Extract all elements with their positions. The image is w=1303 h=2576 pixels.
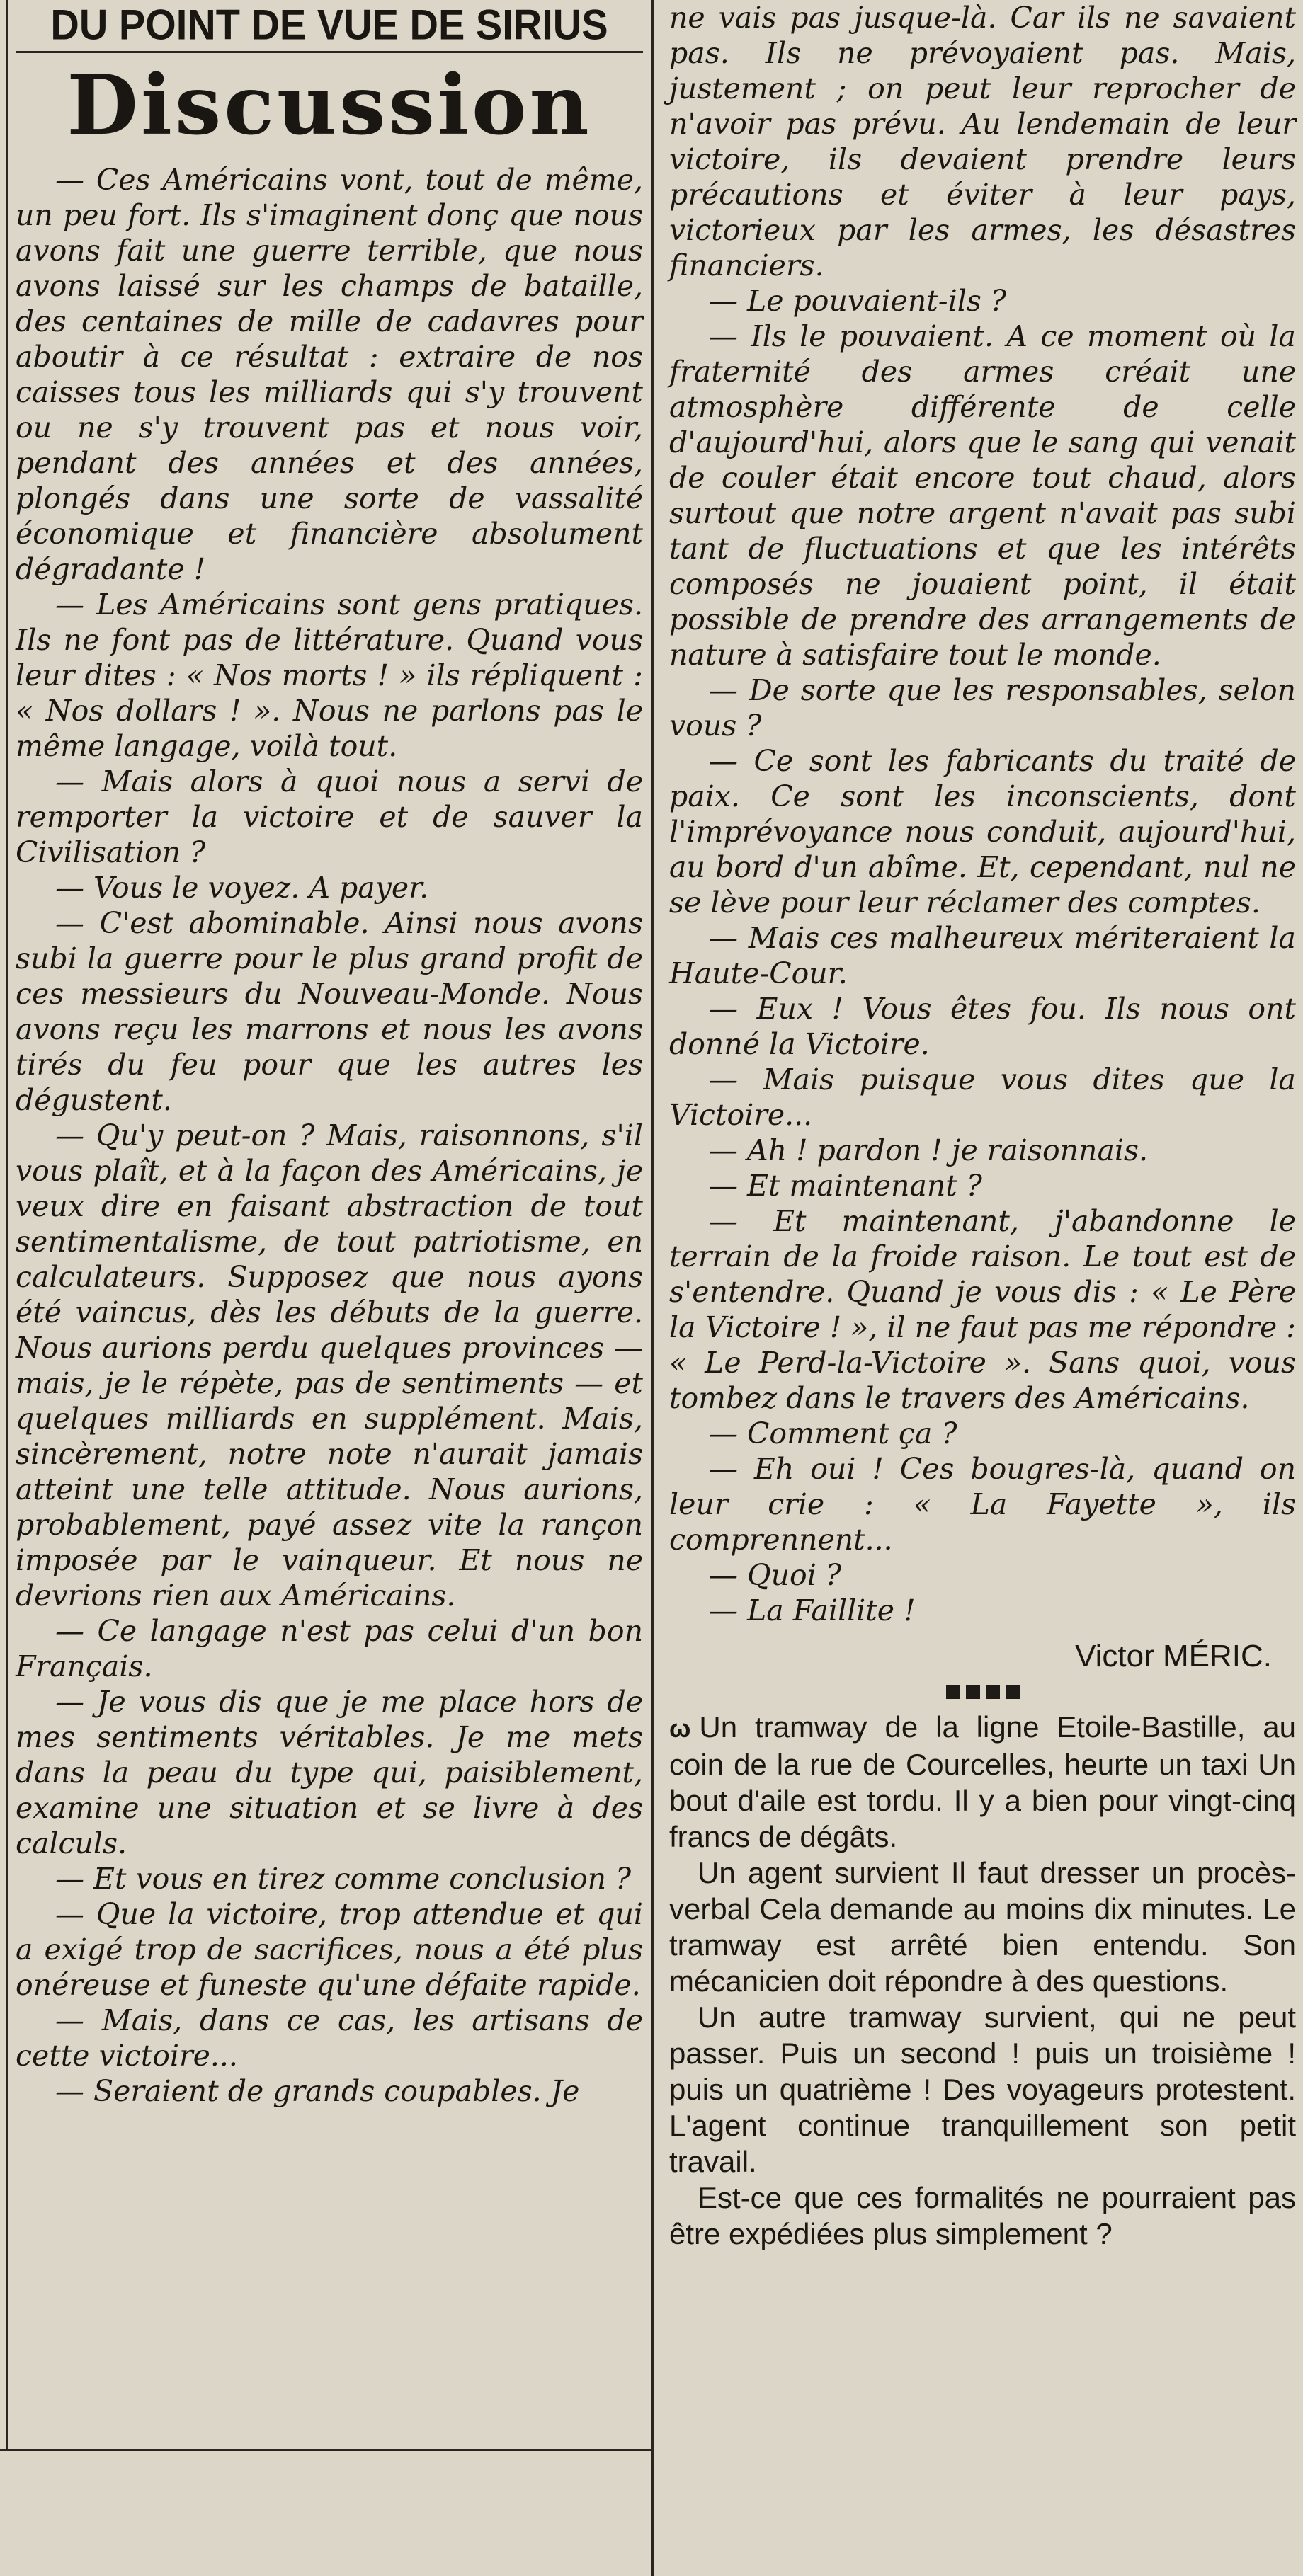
article-title: Discussion [67, 57, 592, 154]
dialogue-paragraph: — Comment ça ? [709, 1416, 957, 1450]
dialogue-paragraph: — Seraient de grands coupables. Je [55, 2074, 580, 2108]
dialogue-paragraph: — Vous le voyez. A payer. [55, 871, 429, 905]
ornament-icon: ω [669, 1714, 691, 1743]
dialogue-paragraph: — Ce langage n'est pas celui d'un bon Français. [16, 1614, 643, 1683]
dialogue-paragraph: — La Faillite ! [709, 1593, 916, 1627]
author-signature: Victor MÉRIC. [1075, 1639, 1272, 1673]
dialogue-paragraph: ne vais pas jusque-là. Car ils ne savaient pas. Ils ne prévoyaient pas. Mais, justement ; on peut leur reprocher de n'avoir pas prévu. Au lendemain de leur victoire, ils devaient prendre leurs précautions et éviter à leur pays, victorieux par les armes, les désastres financiers. [669, 1, 1296, 282]
dialogue-paragraph: — Quoi ? [709, 1558, 841, 1592]
rubric-divider [16, 51, 643, 53]
column-rule-left [6, 0, 8, 2449]
news-item-paragraph [669, 1709, 1296, 1855]
dialogue-paragraph: — Mais, dans ce cas, les artisans de cette victoire... [16, 2003, 643, 2073]
dialogue-paragraph: — Mais alors à quoi nous a servi de remporter la victoire et de sauver la Civilisation ? [16, 765, 643, 869]
separator-block-icon [986, 1685, 1000, 1699]
rubric-heading: DU POINT DE VUE DE SIRIUS [50, 0, 608, 49]
column-rule-bottom [0, 2449, 653, 2451]
dialogue-paragraph: — Les Américains sont gens pratiques. Ils ne font pas de littérature. Quand vous leur dites : « Nos morts ! » ils répliquent : « Nos dollars ! ». Nous ne parlons pas le même langage, voilà tout. [16, 588, 643, 763]
section-separator [669, 1685, 1296, 1699]
dialogue-paragraph: — Ce sont les fabricants du traité de paix. Ce sont les inconscients, dont l'imprévoyance nous conduit, aujourd'hui, au bord d'un abîme. Et, cependant, nul ne se lève pour leur réclamer des comptes. [669, 744, 1296, 920]
news-item-paragraph: Un agent survient Il faut dresser un procès-verbal Cela demande au moins dix minutes. Le tramway est arrêté bien entendu. Son mécanicien doit répondre à des questions. [669, 1856, 1296, 1998]
left-column [16, 0, 643, 2109]
dialogue-paragraph: — Que la victoire, trop attendue et qui a exigé trop de sacrifices, nous a été plus onéreuse et funeste qu'une défaite rapide. [16, 1897, 643, 2002]
dialogue-paragraph: — Je vous dis que je me place hors de mes sentiments véritables. Je me mets dans la peau du type qui, paisiblement, examine une situation et se livre à des calculs. [16, 1685, 643, 1860]
dialogue-paragraph: — Ah ! pardon ! je raisonnais. [709, 1133, 1149, 1167]
separator-block-icon [1006, 1685, 1020, 1699]
news-item-paragraph: Est-ce que ces formalités ne pourraient pas être expédiées plus simplement ? [669, 2181, 1296, 2250]
dialogue-paragraph: — Et maintenant, j'abandonne le terrain de la froide raison. Le tout est de s'entendre. Quand je vous dis : « Le Père la Victoire ! », il ne faut pas me répondre : « Le Perd-la-Victoire ». Sans quoi, vous tombez dans le travers des Américains. [669, 1204, 1296, 1415]
dialogue-paragraph: — Eh oui ! Ces bougres-là, quand on leur crie : « La Fayette », ils comprennent... [669, 1452, 1296, 1557]
dialogue-paragraph: — De sorte que les responsables, selon vous ? [669, 673, 1296, 743]
dialogue-paragraph: — C'est abominable. Ainsi nous avons subi la guerre pour le plus grand profit de ces messieurs du Nouveau-Monde. Nous avons reçu les marrons et nous les avons tirés du feu pour que les autres les dégustent. [16, 906, 643, 1117]
separator-block-icon [946, 1685, 960, 1699]
news-item-paragraph: Un autre tramway survient, qui ne peut passer. Puis un second ! puis un troisième ! puis un quatrième ! Des voyageurs protestent. L'agent continue tranquillement son petit travail. [669, 2000, 1296, 2178]
right-column [669, 0, 1296, 2252]
dialogue-paragraph: — Le pouvaient-ils ? [709, 284, 1006, 318]
separator-block-icon [966, 1685, 980, 1699]
dialogue-paragraph: — Mais ces malheureux mériteraient la Haute-Cour. [669, 921, 1296, 990]
dialogue-paragraph: — Eux ! Vous êtes fou. Ils nous ont donné la Victoire. [669, 992, 1296, 1061]
news-item-text: Un tramway de la ligne Etoile-Bastille, au coin de la rue de Courcelles, heurte un taxi Un bout d'aile est tordu. Il y a bien pour vingt-cinq francs de dégâts. [669, 1710, 1296, 1853]
dialogue-paragraph: — Et vous en tirez comme conclusion ? [55, 1862, 632, 1896]
dialogue-paragraph: — Ces Américains vont, tout de même, un peu fort. Ils s'imaginent donç que nous avons fait une guerre terrible, que nous avons laissé sur les champs de bataille, des centaines de mille de cadavres pour aboutir à ce résultat : extraire de nos caisses tous les milliards qui s'y trouvent ou ne s'y trouvent pas et nous voir, pendant des années et des années, plongés dans une sorte de vassalité économique et financière absolument dégradante ! [16, 163, 643, 586]
dialogue-paragraph: — Ils le pouvaient. A ce moment où la fraternité des armes créait une atmosphère différente de celle d'aujourd'hui, alors que le sang qui venait de couler était encore tout chaud, alors surtout que notre argent n'avait pas subi tant de fluctuations et que les intérêts composés ne jouaient point, il était possible de prendre des arrangements de nature à satisfaire tout le monde. [669, 319, 1296, 672]
dialogue-paragraph: — Et maintenant ? [709, 1169, 982, 1203]
column-rule-middle [652, 0, 654, 2576]
dialogue-paragraph: — Qu'y peut-on ? Mais, raisonnons, s'il vous plaît, et à la façon des Américains, je veux dire en faisant abstraction de tout sentimentalisme, de tout patriotisme, en calculateurs. Supposez que nous ayons été vaincus, dès les débuts de la guerre. Nous aurions perdu quelques provinces — mais, je le répète, pas de sentiments — et quelques milliards en supplément. Mais, sincèrement, notre note n'aurait jamais atteint une telle attitude. Nous aurions, probablement, payé assez vite la rançon imposée par le vainqueur. Et nous ne devrions rien aux Américains. [16, 1118, 643, 1613]
dialogue-paragraph: — Mais puisque vous dites que la Victoire... [669, 1063, 1296, 1132]
